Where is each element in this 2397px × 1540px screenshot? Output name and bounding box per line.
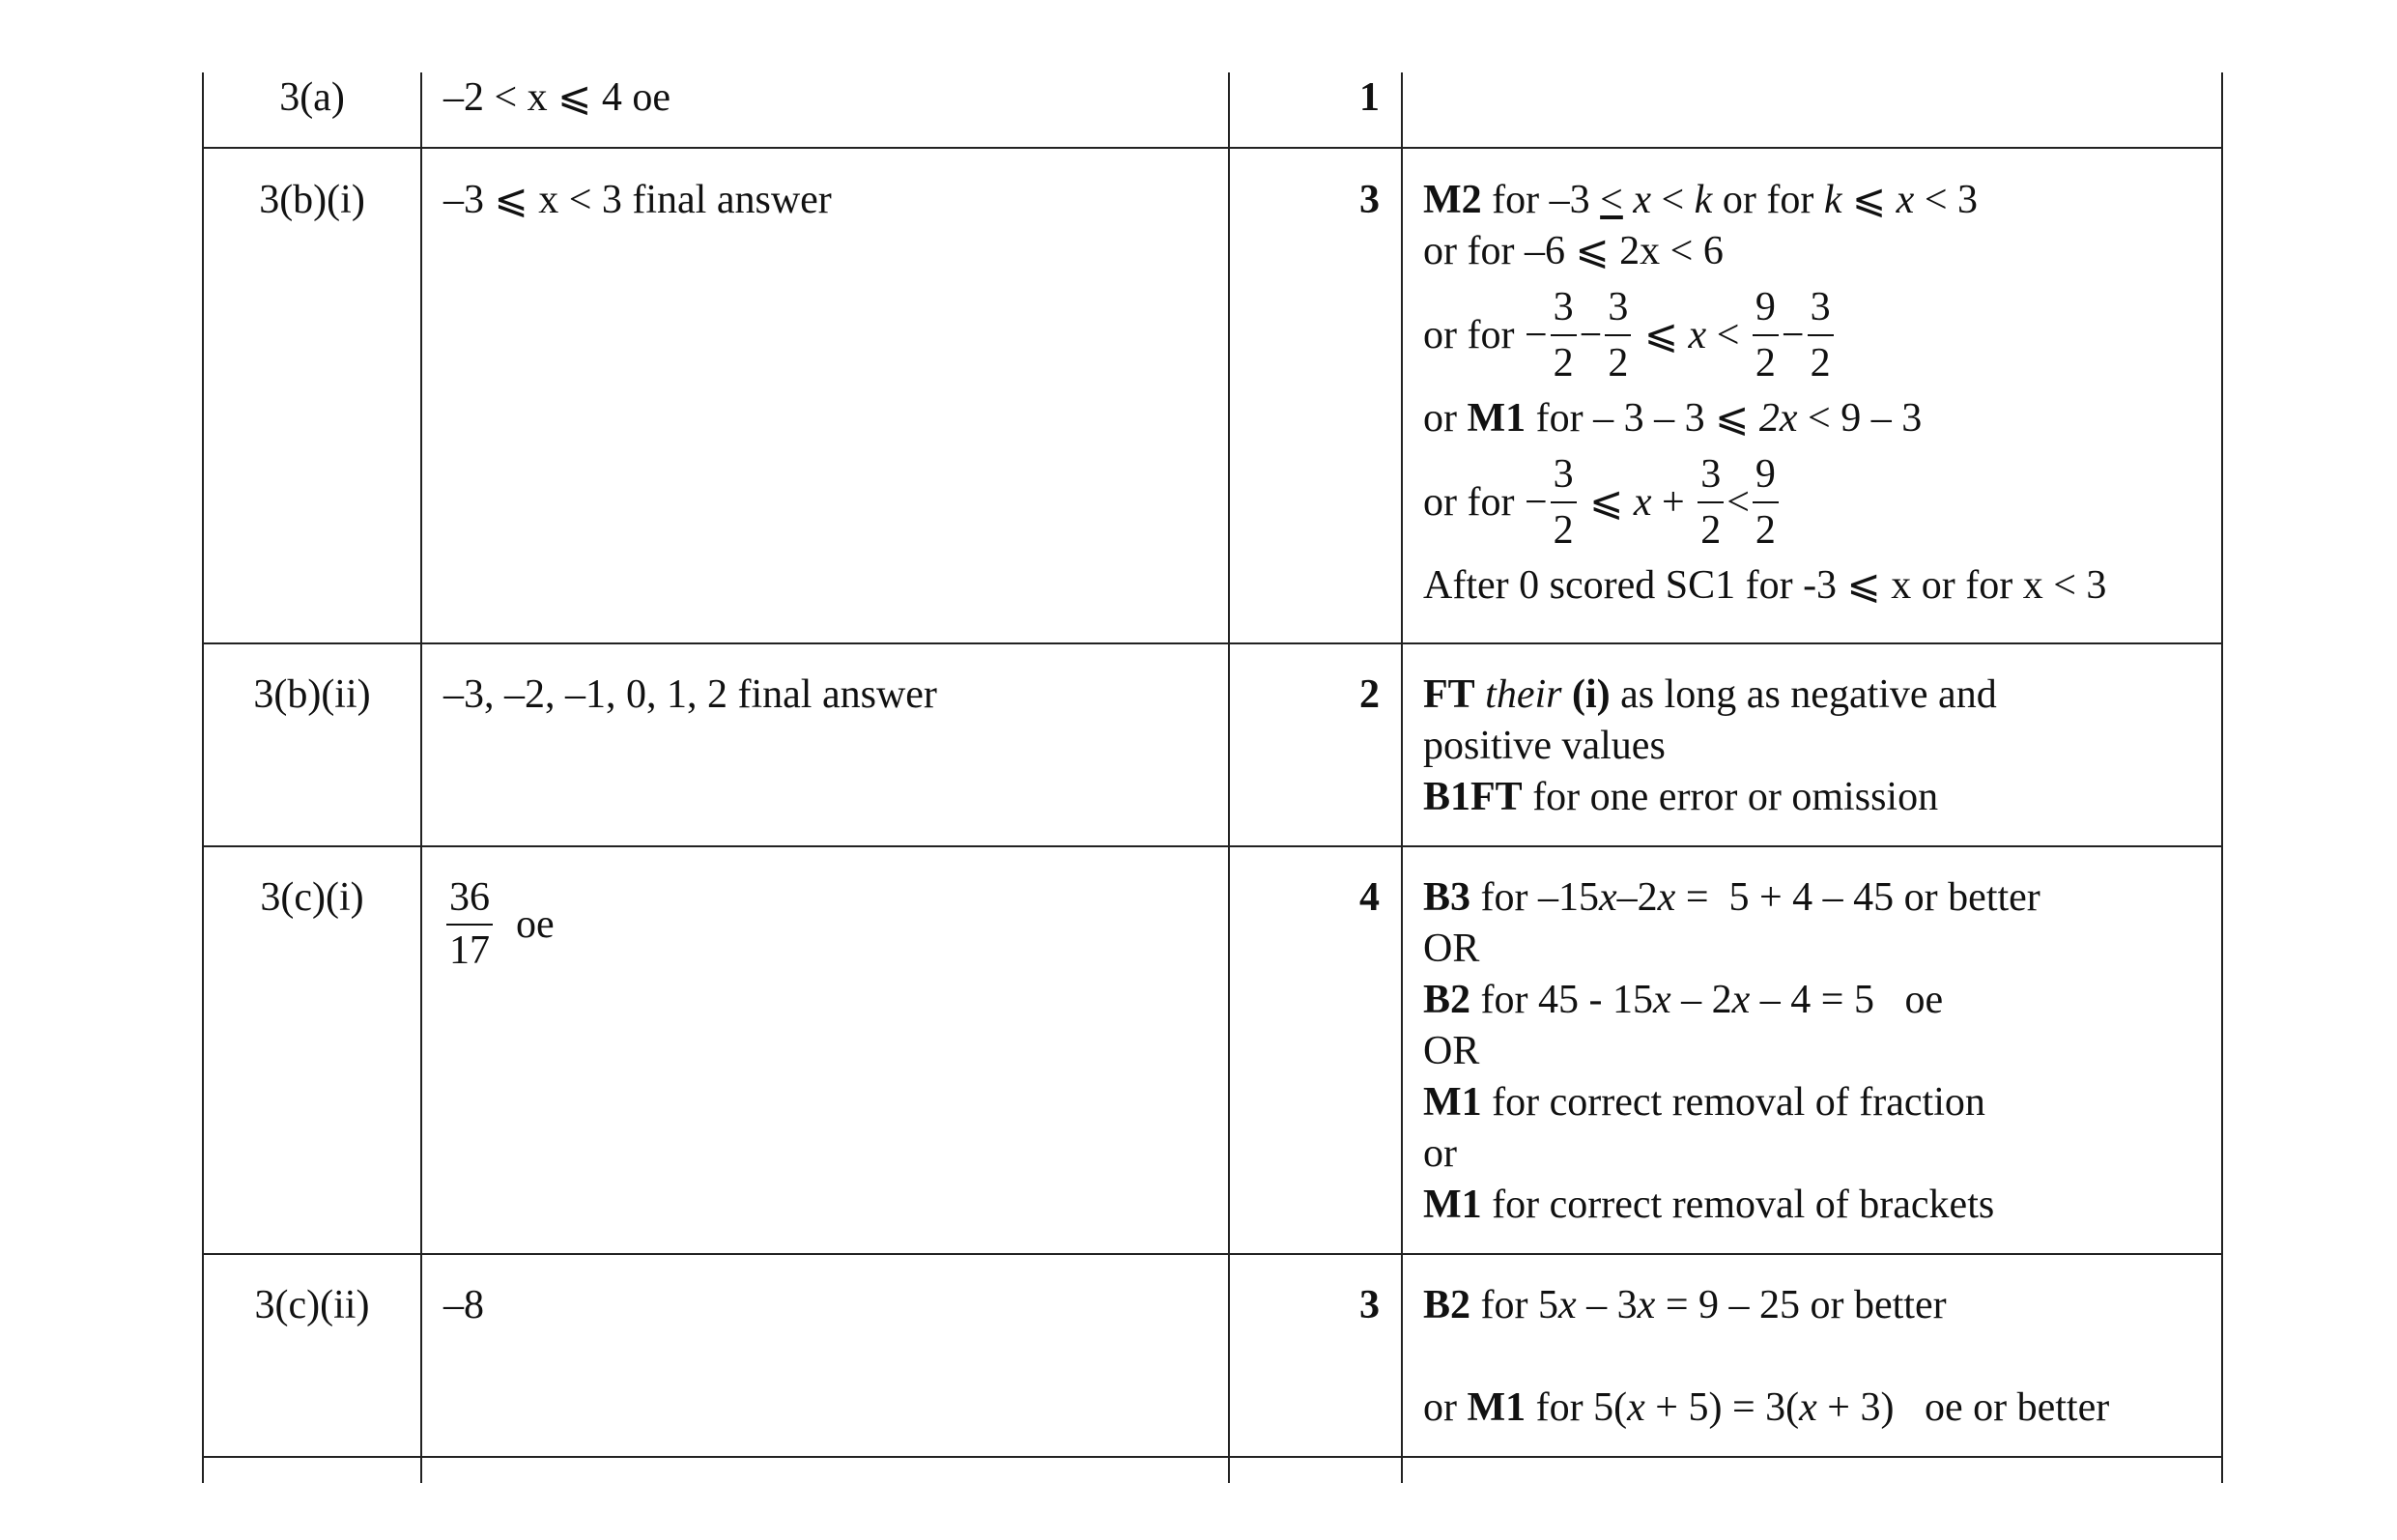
fraction: $\frac{3}{2}$: [1808, 280, 1834, 390]
mark-code: M1: [1423, 1183, 1482, 1227]
text-fragment: or for: [1423, 312, 1515, 357]
numerator: 36: [449, 875, 490, 920]
guidance-line-fraction: [1423, 277, 2106, 393]
text-fragment: –: [1654, 396, 1675, 441]
fraction: $\frac{3}{2}$: [1698, 447, 1724, 557]
text-fragment: for correct removal of brackets: [1492, 1183, 1995, 1227]
mark-code: B1FT: [1423, 775, 1523, 819]
mark-code: FT: [1423, 672, 1475, 717]
fraction: $\frac{3}{2}$: [1605, 280, 1631, 390]
text-fragment: as long as negative and: [1620, 672, 1997, 717]
column-divider-question: [420, 72, 422, 1483]
answer-cell: [443, 872, 555, 977]
answer-fraction: [446, 872, 493, 977]
text-fragment: +: [1662, 479, 1685, 525]
question-number: 3(b)(ii): [253, 672, 371, 717]
variable: k: [1694, 178, 1713, 222]
text-fragment: −: [1524, 479, 1548, 525]
text-fragment: 3: [1569, 178, 1590, 222]
text-fragment: or: [1423, 1385, 1457, 1430]
variable: k: [1823, 178, 1842, 222]
row-divider: [202, 642, 2223, 644]
text-fragment: or: [1722, 178, 1756, 222]
text-fragment: <: [1716, 312, 1740, 357]
answer-cell: [443, 72, 671, 124]
mark-code: M1: [1467, 1385, 1527, 1430]
text-fragment: <: [1661, 178, 1685, 222]
marks-cell: 3: [1359, 178, 1380, 222]
guidance-line: OR: [1423, 927, 1480, 971]
text-fragment: for 5x – 3x = 9 – 25 or better: [1480, 1283, 1947, 1327]
text-fragment: for 5(x + 5) = 3(x + 3) oe or better: [1535, 1385, 2110, 1430]
mark-code: B3: [1423, 875, 1471, 920]
guidance-line: [1423, 772, 1997, 823]
text-fragment: −: [1781, 312, 1805, 357]
text-fragment: –: [1870, 396, 1892, 441]
row-divider: [202, 1456, 2223, 1458]
answer-text: –2 < x ⩽ 4 oe: [443, 75, 671, 120]
guidance-line: [1423, 393, 2106, 444]
denominator: 17: [446, 924, 493, 977]
text-fragment: 9: [1841, 396, 1862, 441]
text-fragment: (i): [1572, 672, 1611, 717]
fraction: $\frac{3}{2}$: [1551, 447, 1577, 557]
variable: 2x: [1758, 396, 1798, 441]
guidance-cell: [1423, 670, 1997, 823]
guidance-cell: [1423, 872, 2040, 1231]
text-fragment: for one error or omission: [1532, 775, 1939, 819]
spacer: [1423, 1331, 2109, 1383]
mark-code: B2: [1423, 978, 1471, 1022]
guidance-line: [1423, 975, 2040, 1026]
question-number: 3(b)(i): [259, 178, 365, 222]
row-divider: [202, 845, 2223, 847]
marks-cell: 1: [1359, 75, 1380, 120]
text-fragment: –: [1593, 396, 1614, 441]
column-divider-answer: [1228, 72, 1230, 1483]
guidance-line: OR: [1423, 1029, 1480, 1073]
text-fragment: for: [1535, 396, 1584, 441]
guidance-line: [1423, 1280, 2109, 1331]
text-fragment: ⩽: [1589, 479, 1624, 525]
mark-code: M1: [1423, 1080, 1482, 1125]
text-fragment: −: [1524, 312, 1548, 357]
mark-code: M2: [1423, 178, 1482, 222]
text-fragment: 3: [1623, 396, 1644, 441]
variable: x: [1633, 178, 1651, 222]
guidance-line: [1423, 670, 1997, 721]
marks-cell: 2: [1359, 672, 1380, 717]
column-divider-marks: [1401, 72, 1403, 1483]
row-divider: [202, 147, 2223, 149]
marks-cell: 3: [1359, 1283, 1380, 1327]
text-fragment: ⩽: [1643, 312, 1679, 357]
question-number: 3(c)(ii): [254, 1283, 370, 1327]
mark-code: M1: [1467, 396, 1527, 441]
guidance-line: After 0 scored SC1 for -3 ⩽ x or for x < 3: [1423, 563, 2107, 608]
text-fragment: 3: [1957, 178, 1979, 222]
guidance-line: [1423, 872, 2040, 924]
mark-code: B2: [1423, 1283, 1471, 1327]
text-fragment: 3: [1901, 396, 1923, 441]
text-fragment: <: [1808, 396, 1831, 441]
guidance-line: [1423, 1077, 2040, 1128]
text-fragment: ⩽: [1851, 178, 1887, 222]
guidance-line: or: [1423, 1131, 1457, 1176]
guidance-cell: [1423, 1280, 2109, 1434]
answer-cell: –3, –2, –1, 0, 1, 2 final answer: [443, 672, 937, 717]
variable: x: [1688, 312, 1707, 357]
text-fragment: or: [1423, 396, 1457, 441]
guidance-line: [1423, 175, 2106, 226]
answer-cell: –3 ⩽ x < 3 final answer: [443, 178, 832, 222]
question-number: 3(a): [279, 75, 345, 120]
text-fragment: for: [1492, 178, 1540, 222]
guidance-line: positive values: [1423, 724, 1666, 768]
text-fragment: oe: [516, 901, 555, 947]
table-border-right: [2221, 72, 2223, 1483]
text-fragment: their: [1485, 672, 1562, 717]
fraction: $\frac{3}{2}$: [1551, 280, 1577, 390]
text-fragment: for correct removal of fraction: [1492, 1080, 1985, 1125]
table-border-left: [202, 72, 204, 1483]
question-number: 3(c)(i): [260, 875, 364, 920]
leq-underlined: <: [1600, 178, 1623, 222]
guidance-line: [1423, 1180, 2040, 1231]
text-fragment: <: [1924, 178, 1948, 222]
text-fragment: –: [1549, 178, 1570, 222]
marks-cell: 4: [1359, 875, 1380, 920]
text-fragment: for 45 - 15x – 2x – 4 = 5 oe: [1480, 978, 1944, 1022]
answer-cell: –8: [443, 1283, 484, 1327]
text-fragment: for: [1766, 178, 1814, 222]
text-fragment: for –15x–2x = 5 + 4 – 45 or better: [1480, 875, 2040, 920]
text-fragment: or for: [1423, 479, 1515, 525]
guidance-line: or for –6 ⩽ 2x < 6: [1423, 229, 1724, 273]
row-divider: [202, 1253, 2223, 1255]
variable: x: [1896, 178, 1915, 222]
guidance-line: [1423, 1383, 2109, 1434]
fraction: $\frac{9}{2}$: [1753, 280, 1779, 390]
text-fragment: <: [1726, 479, 1750, 525]
text-fragment: 3: [1684, 396, 1705, 441]
text-fragment: −: [1579, 312, 1603, 357]
variable: x: [1633, 479, 1652, 525]
guidance-cell: [1423, 175, 2106, 612]
fraction: $\frac{9}{2}$: [1753, 447, 1779, 557]
text-fragment: ⩽: [1715, 396, 1750, 441]
guidance-line-fraction: [1423, 444, 2106, 560]
